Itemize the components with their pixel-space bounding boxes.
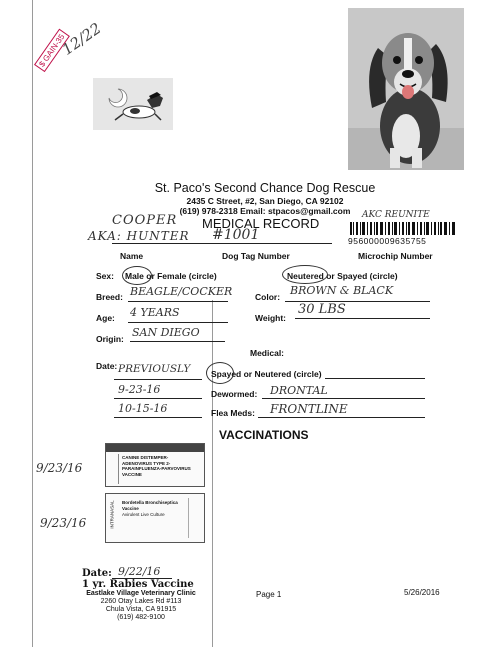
hand-flea: FRONTLINE xyxy=(270,402,348,416)
medical-label: Medical: xyxy=(250,348,285,358)
spayed-line xyxy=(325,378,425,379)
rabies-city: Chula Vista, CA 91915 xyxy=(105,606,177,613)
dog-photo xyxy=(348,8,464,170)
weight-line xyxy=(295,318,430,319)
vaccine-1-line-1: CANINE DISTEMPER- xyxy=(122,455,169,460)
origin-line xyxy=(130,341,225,342)
org-contact: (619) 978-2318 Email: stpacos@gmail.com xyxy=(179,206,351,216)
hand-tag-number: #1001 xyxy=(212,227,260,243)
footer-date: 5/26/2016 xyxy=(404,588,440,597)
vaccine-2-line-1: Bordetella Bronchiseptica Vaccine xyxy=(122,500,178,511)
hand-color: BROWN & BLACK xyxy=(290,284,394,297)
color-label: Color: xyxy=(255,292,281,302)
hand-akc-note: AKC REUNITE xyxy=(362,210,430,220)
hand-name-aka: AKA: HUNTER xyxy=(88,229,190,243)
date-label: Date: xyxy=(96,361,118,371)
flea-line xyxy=(258,417,425,418)
org-name: St. Paco's Second Chance Dog Rescue xyxy=(154,181,376,195)
hand-date-3: 10-15-16 xyxy=(118,402,168,415)
rabies-title: 1 yr. Rabies Vaccine xyxy=(82,579,194,590)
date-line-2 xyxy=(114,398,202,399)
rabies-phone: (619) 482-9100 xyxy=(117,614,165,621)
male-circle xyxy=(122,266,152,285)
name-label: Name xyxy=(120,251,144,261)
scan-line-left xyxy=(32,0,33,647)
page-title: MEDICAL RECORD xyxy=(202,216,320,231)
weight-label: Weight: xyxy=(255,313,287,323)
spayed-circle xyxy=(206,362,234,384)
neutered-options: Neutered or Spayed (circle) xyxy=(287,271,398,281)
vaccine-1-line-4: VACCINE xyxy=(122,471,142,477)
handwritten-date-top: 12/22 xyxy=(58,19,105,59)
flea-label: Flea Meds: xyxy=(211,408,255,418)
dog-tag-label: Dog Tag Number xyxy=(222,251,290,261)
microchip-label: Microchip Number xyxy=(358,251,433,261)
hand-vacc-date-2: 9/23/16 xyxy=(40,516,87,530)
hand-age: 4 YEARS xyxy=(130,306,180,319)
date-line-3 xyxy=(114,417,202,418)
vaccine-sticker-2 xyxy=(105,493,205,543)
age-label: Age: xyxy=(96,313,115,323)
rabies-street: 2260 Otay Lakes Rd #113 xyxy=(100,598,182,605)
vaccine-1-line-2: ADENOVIRUS TYPE 2- xyxy=(122,460,171,466)
rabies-date-value: 9/22/16 xyxy=(118,565,161,578)
vaccine-2-line-2: Avirulent Live Culture xyxy=(122,512,165,517)
vaccinations-title: VACCINATIONS xyxy=(219,428,309,442)
hand-name-cooper: COOPER xyxy=(112,213,178,228)
page-number: Page 1 xyxy=(256,590,282,599)
age-line xyxy=(128,322,228,323)
vaccine-sticker-1 xyxy=(105,443,205,487)
hand-vacc-date-1: 9/23/16 xyxy=(36,461,83,475)
red-stamp: $ GAIN-35 xyxy=(34,29,70,72)
rabies-clinic-block xyxy=(86,590,196,622)
origin-label: Origin: xyxy=(96,334,124,344)
rescue-logo xyxy=(93,78,173,130)
breed-label: Breed: xyxy=(96,292,123,302)
dewormed-line xyxy=(262,398,425,399)
sex-label: Sex: xyxy=(96,271,114,281)
spayed-label: Spayed or Neutered (circle) xyxy=(211,369,322,379)
rabies-date-label: Date: xyxy=(82,568,112,579)
hand-weight: 30 LBS xyxy=(298,302,346,317)
date-line-1 xyxy=(114,379,202,380)
hand-date-2: 9-23-16 xyxy=(118,383,161,396)
sex-options: Male or Female (circle) xyxy=(125,271,217,281)
hand-breed: BEAGLE/COCKER xyxy=(130,285,233,298)
vaccine-1-line-3: PARAINFLUENZA-PARVOVIRUS xyxy=(122,466,191,471)
microchip-number: 956000009635755 xyxy=(348,236,427,246)
breed-line xyxy=(128,301,228,302)
hand-date-previously: PREVIOUSLY xyxy=(118,363,191,375)
dewormed-label: Dewormed: xyxy=(211,389,258,399)
name-line xyxy=(112,243,332,244)
org-address: 2435 C Street, #2, San Diego, CA 92102 xyxy=(186,196,344,206)
microchip-barcode xyxy=(350,222,455,235)
neutered-circle xyxy=(282,265,328,284)
vaccine-2-side: INTRANASAL xyxy=(109,500,115,529)
rabies-clinic: Eastlake Village Veterinary Clinic xyxy=(86,590,196,597)
scan-line-mid xyxy=(212,300,213,647)
hand-dewormed: DRONTAL xyxy=(270,384,328,397)
hand-origin: SAN DIEGO xyxy=(132,326,200,339)
